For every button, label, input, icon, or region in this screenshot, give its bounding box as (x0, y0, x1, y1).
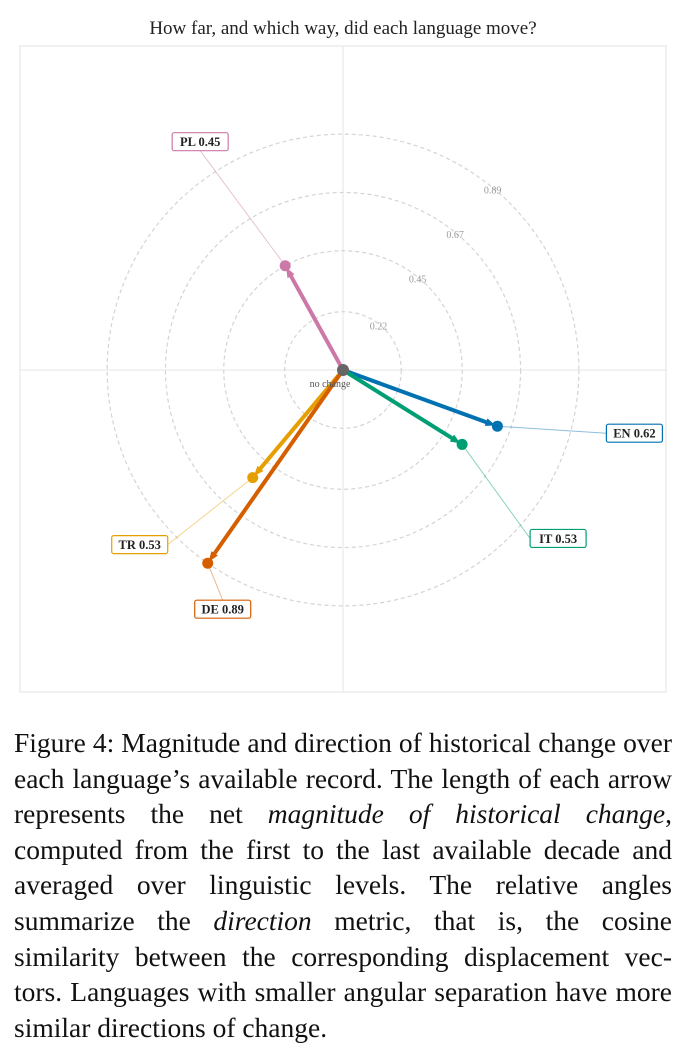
label-text: PL 0.45 (180, 135, 221, 150)
label-text: DE 0.89 (201, 602, 244, 617)
arrow-endpoint-de (202, 558, 213, 569)
arrow-endpoint-en (492, 421, 503, 432)
caption-part-1: Figure 4: Magnitude and direction of historical change over each language’s available record. The length of each arrow represents the net (14, 727, 672, 830)
label-text: IT 0.53 (539, 531, 578, 546)
arrow-shaft-de (212, 370, 343, 557)
labels-layer (112, 133, 663, 618)
caption-emphasis-magnitude: magnitude of historical change (267, 798, 666, 830)
leader-line-pl (200, 151, 285, 266)
label-pl (172, 133, 228, 151)
caption-part-3: metric, that is, the cosine similarity between the corresponding displacement vec-tors. Languages with smaller angular separation have more similar directions of change. (14, 904, 672, 1043)
ring-label: 0.89 (483, 185, 502, 197)
arrow-endpoint-tr (247, 472, 258, 483)
figure-caption (14, 725, 672, 1045)
chart-title: How far, and which way, did each language move? (149, 18, 537, 39)
label-it (530, 529, 586, 547)
label-tr (112, 536, 168, 554)
leader-line-en (497, 426, 606, 433)
origin-marker (337, 364, 349, 376)
arrow-endpoint-pl (280, 260, 291, 271)
caption-part-2: , computed from the first to the last available decade and averaged over linguistic levels. The relative angles summarize the (14, 798, 672, 936)
label-en (606, 424, 662, 442)
arrow-shaft-pl (289, 273, 343, 370)
arrows-layer (202, 260, 503, 568)
ring-label: 0.22 (369, 321, 388, 333)
ring-label: 0.67 (446, 229, 464, 241)
label-text: TR 0.53 (118, 538, 161, 553)
ring-label: 0.45 (408, 274, 427, 286)
label-de (195, 600, 251, 618)
caption-emphasis-direction: direction (213, 904, 312, 936)
arrow-endpoint-it (457, 439, 468, 450)
label-text: EN 0.62 (613, 426, 656, 441)
center-label: no change (309, 379, 351, 390)
